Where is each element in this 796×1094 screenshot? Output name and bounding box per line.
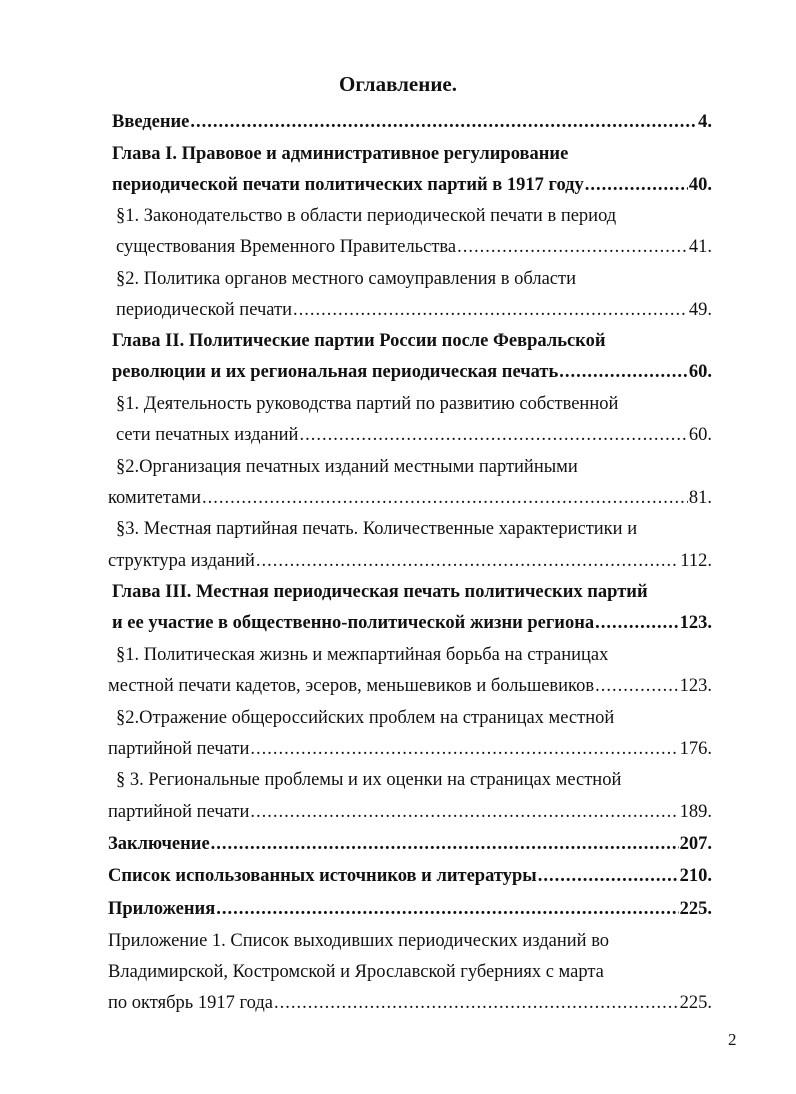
toc-entry-text: § 3. Региональные проблемы и их оценки на страницах местной xyxy=(116,770,622,790)
toc-entry-page: 225. xyxy=(679,993,712,1013)
toc-leader-dots xyxy=(202,483,688,513)
toc-entry-appendix-1-line-3 xyxy=(108,988,712,1018)
toc-entry-text: существования Временного Правительства xyxy=(116,237,457,257)
toc-entry-page: 49. xyxy=(688,300,712,320)
toc-entry-text: Глава III. Местная периодическая печать политических партий xyxy=(112,582,648,602)
toc-entry-appendices xyxy=(108,894,712,924)
toc-entry-text: по октябрь 1917 года xyxy=(108,993,273,1013)
toc-entry-chapter-1-line-2 xyxy=(112,170,712,200)
toc-entry-page: 123. xyxy=(679,676,712,696)
toc-entry-section-2-2-line-2 xyxy=(108,483,712,513)
toc-entry-text: Приложение 1. Список выходивших периодических изданий во xyxy=(108,931,610,951)
toc-leader-dots xyxy=(299,420,687,450)
toc-entry-text: §1. Законодательство в области периодической печати в период xyxy=(116,206,617,226)
toc-leader-dots xyxy=(274,988,679,1018)
toc-entry-text: Владимирской, Костромской и Ярославской губерниях с марта xyxy=(108,962,604,982)
toc-entry-page: 41. xyxy=(688,237,712,257)
toc-entry-text: революции и их региональная периодическая печать xyxy=(112,362,559,382)
toc-entry-section-3-1-line-1 xyxy=(116,640,712,670)
toc-leader-dots xyxy=(559,357,688,387)
toc-entry-page: 4. xyxy=(698,112,712,132)
toc-entry-text: §2. Политика органов местного самоуправления в области xyxy=(116,269,576,289)
toc-entry-section-1-2-line-1 xyxy=(116,264,712,294)
toc-entry-text: местной печати кадетов, эсеров, меньшевиков и большевиков xyxy=(108,676,595,696)
toc-entry-text: партийной печати xyxy=(108,802,250,822)
toc-leader-dots xyxy=(585,170,688,200)
toc-entry-appendix-1-line-1 xyxy=(108,926,712,956)
toc-entry-introduction xyxy=(112,107,712,137)
toc-entry-section-3-2-line-2 xyxy=(108,734,712,764)
toc-entry-page: 176. xyxy=(679,739,712,759)
toc-entry-chapter-2-line-2 xyxy=(112,357,712,387)
toc-entry-text: §1. Политическая жизнь и межпартийная борьба на страницах xyxy=(116,645,609,665)
page-number: 2 xyxy=(728,1030,737,1049)
toc-entry-section-2-2-line-1 xyxy=(116,452,712,482)
toc-leader-dots xyxy=(190,107,697,137)
toc-entry-section-3-2-line-1 xyxy=(116,703,712,733)
toc-entry-section-2-3-line-2 xyxy=(108,546,712,576)
toc-entry-text: периодической печати политических партий в 1917 году xyxy=(112,175,584,195)
toc-entry-sources xyxy=(108,861,712,891)
toc-leader-dots xyxy=(457,232,688,262)
toc-entry-page: 60. xyxy=(688,425,712,445)
toc-leader-dots xyxy=(256,546,679,576)
toc-entry-section-2-1-line-2 xyxy=(116,420,712,450)
toc-entry-section-2-3-line-1 xyxy=(116,514,712,544)
toc-entry-text: Введение xyxy=(112,112,190,132)
toc-leader-dots xyxy=(211,829,679,859)
toc-leader-dots xyxy=(595,608,679,638)
toc-entry-section-3-3-line-1 xyxy=(116,765,712,795)
toc-entry-text: §2.Отражение общероссийских проблем на страницах местной xyxy=(116,708,615,728)
toc-entry-page: 40. xyxy=(688,175,712,195)
toc-entry-chapter-1-line-1 xyxy=(112,139,712,169)
toc-leader-dots xyxy=(250,797,678,827)
toc-entry-section-3-3-line-2 xyxy=(108,797,712,827)
toc-entry-appendix-1-line-2 xyxy=(108,957,712,987)
toc-entry-page: 189. xyxy=(679,802,712,822)
toc-entry-text: Глава II. Политические партии России после Февральской xyxy=(112,331,606,351)
toc-entry-text: Приложения xyxy=(108,899,216,919)
toc-entry-text: Глава I. Правовое и административное регулирование xyxy=(112,144,569,164)
toc-entry-text: периодической печати xyxy=(116,300,292,320)
toc-title: Оглавление. xyxy=(338,72,458,96)
toc-entry-page: 210. xyxy=(679,866,712,886)
toc-entry-text: сети печатных изданий xyxy=(116,425,299,445)
toc-entry-text: и ее участие в общественно-политической жизни региона xyxy=(112,613,595,633)
toc-entry-text: комитетами xyxy=(108,488,201,508)
toc-leader-dots xyxy=(538,861,679,891)
toc-entry-section-1-2-line-2 xyxy=(116,295,712,325)
toc-entry-page: 225. xyxy=(679,899,712,919)
toc-entry-text: структура изданий xyxy=(108,551,255,571)
toc-entry-text: §2.Организация печатных изданий местными партийными xyxy=(116,457,578,477)
toc-entry-text: §3. Местная партийная печать. Количественные характеристики и xyxy=(116,519,638,539)
toc-entry-chapter-3-line-2 xyxy=(112,608,712,638)
toc-leader-dots xyxy=(293,295,688,325)
toc-leader-dots xyxy=(250,734,678,764)
toc-entry-page: 60. xyxy=(688,362,712,382)
toc-entry-chapter-3-line-1 xyxy=(112,577,712,607)
toc-entry-section-1-1-line-1 xyxy=(116,201,712,231)
toc-entry-text: Заключение xyxy=(108,834,210,854)
toc-entry-page: 81. xyxy=(688,488,712,508)
toc-entry-conclusion xyxy=(108,829,712,859)
toc-leader-dots xyxy=(216,894,678,924)
toc-entry-page: 123. xyxy=(679,613,712,633)
toc-entry-text: §1. Деятельность руководства партий по развитию собственной xyxy=(116,394,619,414)
toc-entry-section-1-1-line-2 xyxy=(116,232,712,262)
toc-entry-text: Список использованных источников и литературы xyxy=(108,866,537,886)
toc-entry-page: 112. xyxy=(680,551,712,571)
toc-entry-section-3-1-line-2 xyxy=(108,671,712,701)
toc-entry-chapter-2-line-1 xyxy=(112,326,712,356)
toc-entry-page: 207. xyxy=(679,834,712,854)
toc-entry-text: партийной печати xyxy=(108,739,250,759)
toc-entry-section-2-1-line-1 xyxy=(116,389,712,419)
toc-leader-dots xyxy=(595,671,679,701)
